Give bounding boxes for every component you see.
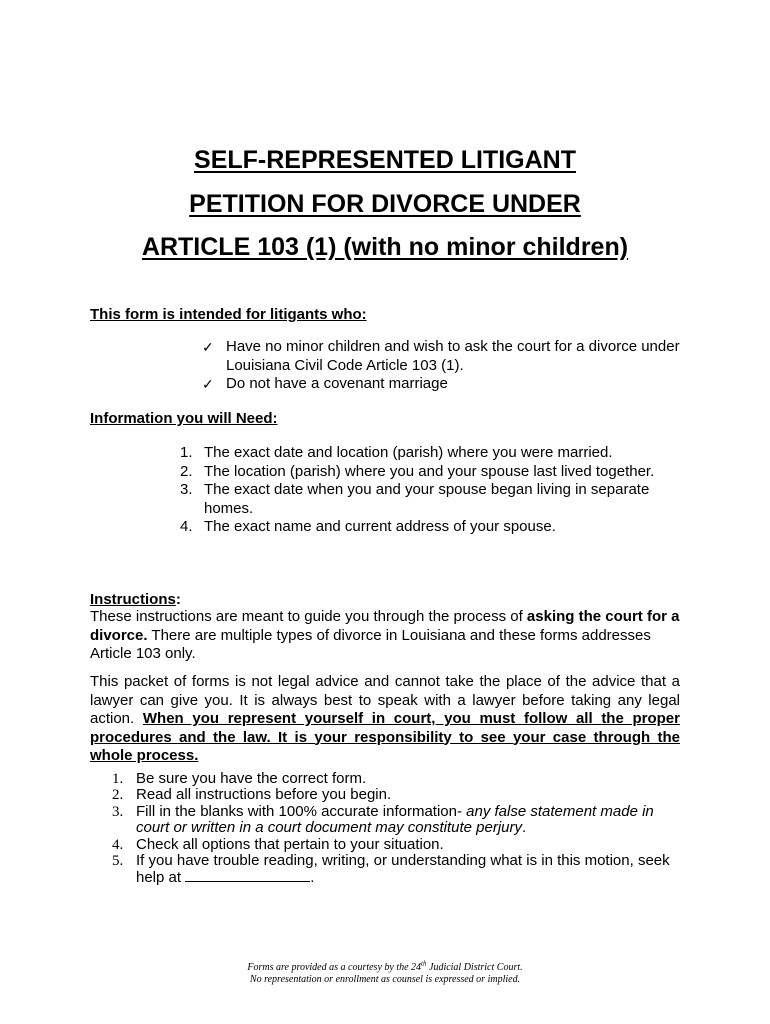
title-line-3: ARTICLE 103 (1) (with no minor children) — [141, 233, 629, 261]
list-item — [112, 837, 682, 853]
help-location-blank[interactable] — [185, 869, 310, 882]
instructions-paragraph-2: This packet of forms is not legal advice and cannot take the place of the advice that a lawyer can give you. It is always best to speak with a lawyer before taking any legal action. When you represent yourself in court, you must follow all the proper procedures and the law. It is your responsibility to see your case through the whole process. — [90, 673, 680, 764]
info-heading: Information you will Need: — [90, 410, 278, 427]
list-item-text: Be sure you have the correct form. — [136, 770, 367, 787]
list-item-text: The exact name and current address of your spouse. — [204, 518, 556, 535]
list-item: 3. Fill in the blanks with 100% accurate information- any false statement made in court or written in a court document may constitute perjury. — [112, 802, 654, 837]
list-item-text: The location (parish) where you and your spouse last lived together. — [204, 462, 655, 480]
list-item: 5. If you have trouble reading, writing, or understanding what is in this motion, seek help at . — [112, 852, 670, 887]
instructions-paragraph-1: These instructions are meant to guide you through the process of asking the court for a divorce. There are multiple types of divorce in Louisiana and these forms addresses Article 103 only. — [90, 608, 680, 662]
list-number: 5. — [112, 853, 124, 870]
list-item — [202, 338, 682, 375]
list-number: 1. — [112, 771, 124, 787]
intended-list — [202, 338, 682, 394]
list-number: 2. — [180, 462, 193, 480]
title-line-1: SELF-REPRESENTED LITIGANT — [194, 146, 576, 174]
list-item-text: The exact date and location (parish) where you were married. — [204, 444, 613, 461]
list-item — [112, 787, 682, 803]
list-item — [202, 375, 682, 394]
list-item-text: The exact date when you and your spouse began living in separate homes. — [204, 481, 650, 517]
list-item-text: Fill in the blanks with 100% accurate information- — [136, 802, 467, 820]
intended-heading: This form is intended for litigants who: — [90, 306, 367, 323]
list-item-text: Check all options that pertain to your situation. — [136, 835, 444, 853]
list-item-text: Do not have a covenant marriage — [226, 375, 448, 392]
list-number: 2. — [112, 787, 124, 804]
list-number: 3. — [112, 803, 124, 820]
check-mark-icon: ✓ — [202, 339, 214, 355]
list-number: 3. — [180, 481, 193, 498]
footer-line-2: No representation or enrollment as counsel is expressed or implied. — [249, 974, 521, 985]
list-number: 1. — [180, 444, 193, 461]
title-line-2: PETITION FOR DIVORCE UNDER — [189, 190, 581, 218]
list-item — [180, 444, 680, 463]
list-item-text: If you have trouble reading, writing, or understanding what is in this motion, seek help at — [136, 852, 670, 887]
list-item-text: Read all instructions before you begin. — [136, 786, 392, 804]
footer-line-1: Forms are provided as a courtesy by the 24th Judicial District Court. — [247, 959, 523, 973]
list-item — [112, 771, 682, 787]
list-item — [180, 518, 680, 537]
list-number: 4. — [180, 518, 193, 535]
check-mark-icon: ✓ — [202, 376, 214, 392]
list-item — [180, 481, 680, 518]
list-item-text: Have no minor children and wish to ask the court for a divorce under Louisiana Civil Code Article 103 (1). — [226, 338, 680, 374]
perjury-warning: any false statement made in court or written in a court document may constitute perjury — [136, 802, 654, 837]
list-item — [180, 463, 680, 482]
info-list — [180, 444, 680, 537]
footer-note — [0, 959, 770, 986]
list-number: 4. — [112, 836, 124, 853]
instructions-heading: Instructions: — [90, 591, 181, 608]
instruction-steps — [112, 771, 682, 887]
